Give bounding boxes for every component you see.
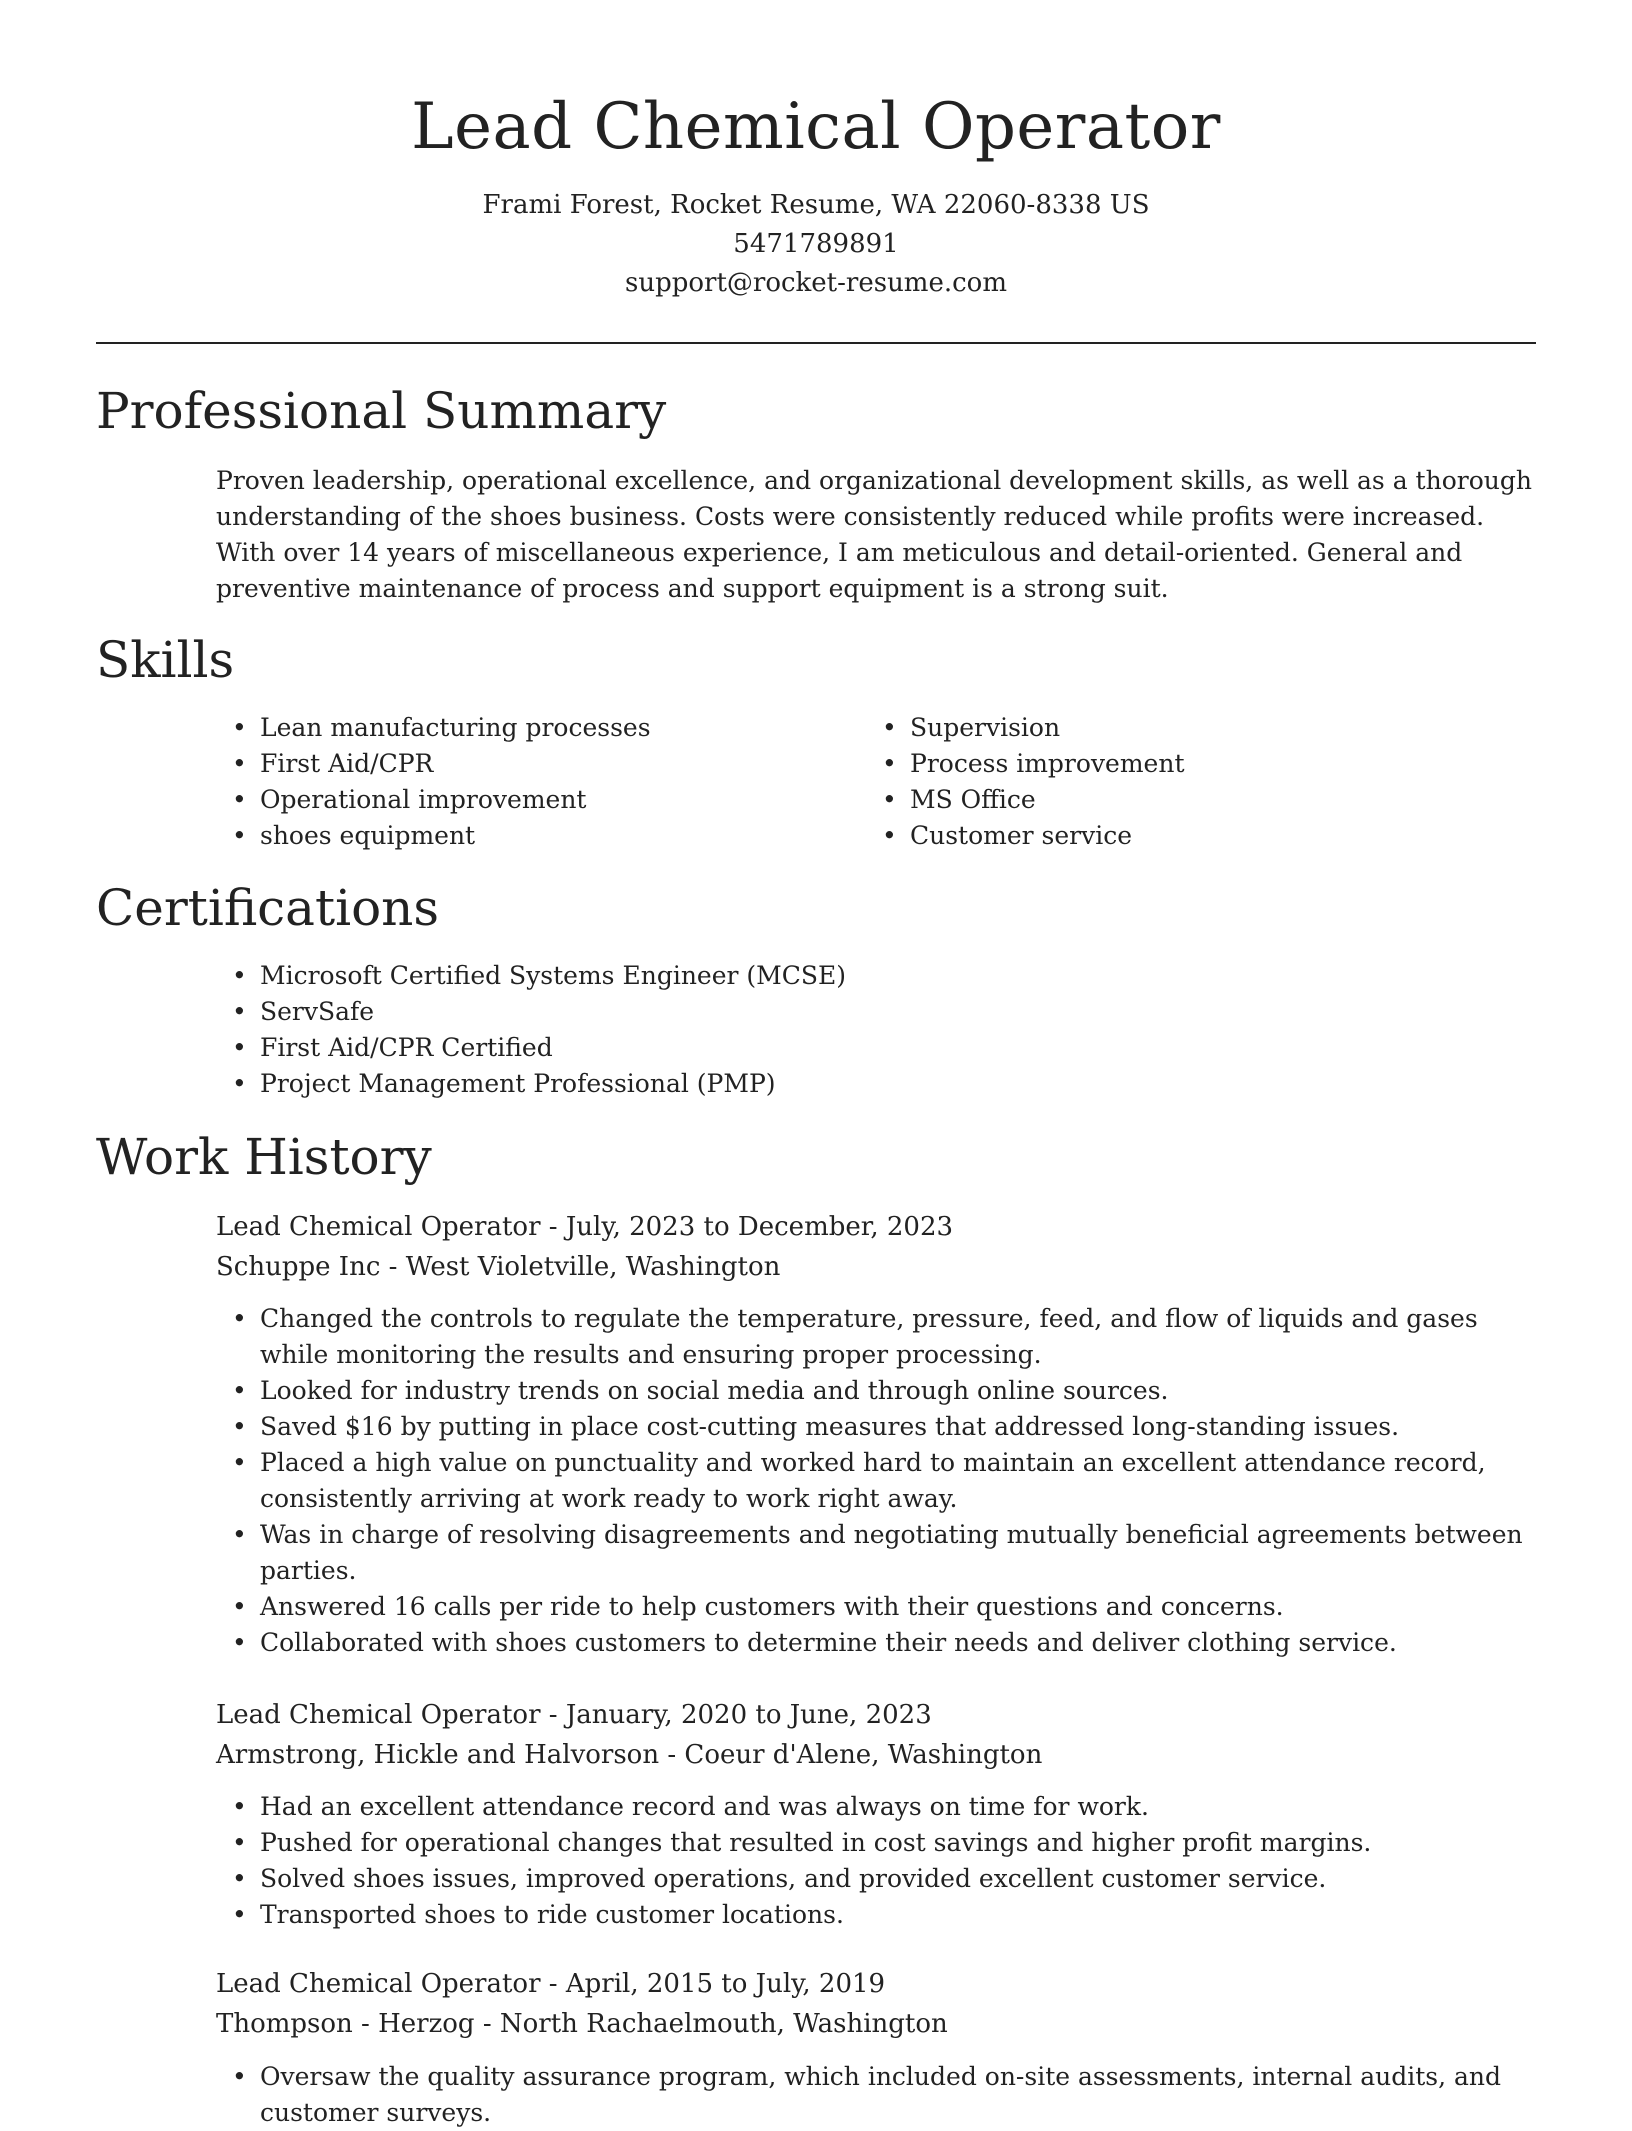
- job-company: Thompson - Herzog: [216, 2009, 475, 2039]
- contact-address: Frami Forest, Rocket Resume, WA 22060-8338 US: [482, 190, 1150, 220]
- list-item: • Process improvement: [866, 746, 1536, 782]
- job-company-line: Armstrong, Hickle and Halvorson - Coeur d'Alene, Washington: [216, 1740, 1043, 1770]
- job-dates: July, 2023 to December, 2023: [565, 1212, 954, 1242]
- list-item: • Answered 16 calls per ride to help customers with their questions and concerns.: [216, 1589, 1536, 1625]
- list-item: • Lean manufacturing processes: [216, 710, 816, 746]
- work-history-heading: Work History: [96, 1128, 432, 1186]
- list-item: • Saved $16 by putting in place cost-cutting measures that addressed long-standing issues.: [216, 1409, 1536, 1445]
- job-location: West Violetville, Washington: [405, 1252, 781, 1282]
- list-item: • Collaborated with shoes customers to determine their needs and deliver clothing service.: [216, 1625, 1536, 1661]
- list-item: • Solved shoes issues, improved operations, and provided excellent customer service.: [216, 1861, 1536, 1897]
- job-header: [216, 1207, 953, 1287]
- list-item: • Placed a high value on punctuality and worked hard to maintain an excellent attendance record, consistently arriving at work ready to work right away.: [216, 1445, 1536, 1517]
- list-item: • ServSafe: [216, 994, 1536, 1030]
- job-title-line: Lead Chemical Operator - July, 2023 to December, 2023: [216, 1212, 954, 1242]
- job-dates: January, 2020 to June, 2023: [565, 1700, 932, 1730]
- summary-text: Proven leadership, operational excellence, and organizational development skills, as well as a thorough understanding of the shoes business. Costs were consistently reduced while profits were increased. With over 14 years of miscellaneous experience, I am meticulous and detail-oriented. General and preventive maintenance of process and support equipment is a strong suit.: [216, 466, 1532, 603]
- job-location: North Rachaelmouth, Washington: [499, 2009, 948, 2039]
- list-item: • Oversaw the quality assurance program, which included on-site assessments, internal audits, and customer surveys.: [216, 2059, 1536, 2131]
- job-location: Coeur d'Alene, Washington: [684, 1740, 1043, 1770]
- job-title: Lead Chemical Operator: [216, 1969, 541, 1999]
- list-item: • Looked for industry trends on social media and through online sources.: [216, 1373, 1536, 1409]
- job-header: [216, 1695, 1042, 1775]
- list-item: • Customer service: [866, 818, 1536, 854]
- job-header: [216, 1964, 948, 2044]
- skills-list-right: [866, 710, 1536, 854]
- list-item: • Pushed for operational changes that resulted in cost savings and higher profit margins.: [216, 1825, 1536, 1861]
- job-bullets: [216, 1301, 1536, 1661]
- list-item: • MS Office: [866, 782, 1536, 818]
- header-divider: [96, 342, 1536, 344]
- job-title-line: Lead Chemical Operator - January, 2020 to June, 2023: [216, 1700, 932, 1730]
- list-item: • Operational improvement: [216, 782, 816, 818]
- list-item: • Transported shoes to ride customer locations.: [216, 1897, 1536, 1933]
- job-bullets: [216, 2059, 1536, 2131]
- contact-phone: 5471789891: [733, 229, 899, 259]
- job-title-line: Lead Chemical Operator - April, 2015 to July, 2019: [216, 1969, 886, 1999]
- list-item: • First Aid/CPR Certified: [216, 1030, 1536, 1066]
- job-bullets: [216, 1789, 1536, 1933]
- summary-heading: Professional Summary: [96, 382, 667, 440]
- job-title: Lead Chemical Operator: [216, 1700, 541, 1730]
- page-title: Lead Chemical Operator: [411, 90, 1221, 164]
- job-company: Armstrong, Hickle and Halvorson: [216, 1740, 660, 1770]
- list-item: • Changed the controls to regulate the temperature, pressure, feed, and flow of liquids and gases while monitoring the results and ensuring proper processing.: [216, 1301, 1536, 1373]
- list-item: • Had an excellent attendance record and was always on time for work.: [216, 1789, 1536, 1825]
- certifications-heading: Certifications: [96, 879, 440, 937]
- contact-info: [96, 186, 1536, 303]
- list-item: • shoes equipment: [216, 818, 816, 854]
- resume-header: [96, 86, 1536, 303]
- list-item: • Project Management Professional (PMP): [216, 1066, 1536, 1102]
- job-company-line: Schuppe Inc - West Violetville, Washington: [216, 1252, 781, 1282]
- certifications-list: [216, 958, 1536, 1102]
- job-company-line: Thompson - Herzog - North Rachaelmouth, Washington: [216, 2009, 948, 2039]
- job-title: Lead Chemical Operator: [216, 1212, 541, 1242]
- job-company: Schuppe Inc: [216, 1252, 381, 1282]
- list-item: • Supervision: [866, 710, 1536, 746]
- skills-heading: Skills: [96, 631, 235, 689]
- list-item: • Microsoft Certified Systems Engineer (MCSE): [216, 958, 1536, 994]
- list-item: • First Aid/CPR: [216, 746, 816, 782]
- list-item: • Was in charge of resolving disagreements and negotiating mutually beneficial agreements between parties.: [216, 1517, 1536, 1589]
- job-dates: April, 2015 to July, 2019: [565, 1969, 886, 1999]
- skills-list-left: [216, 710, 816, 854]
- contact-email: support@rocket-resume.com: [624, 268, 1007, 298]
